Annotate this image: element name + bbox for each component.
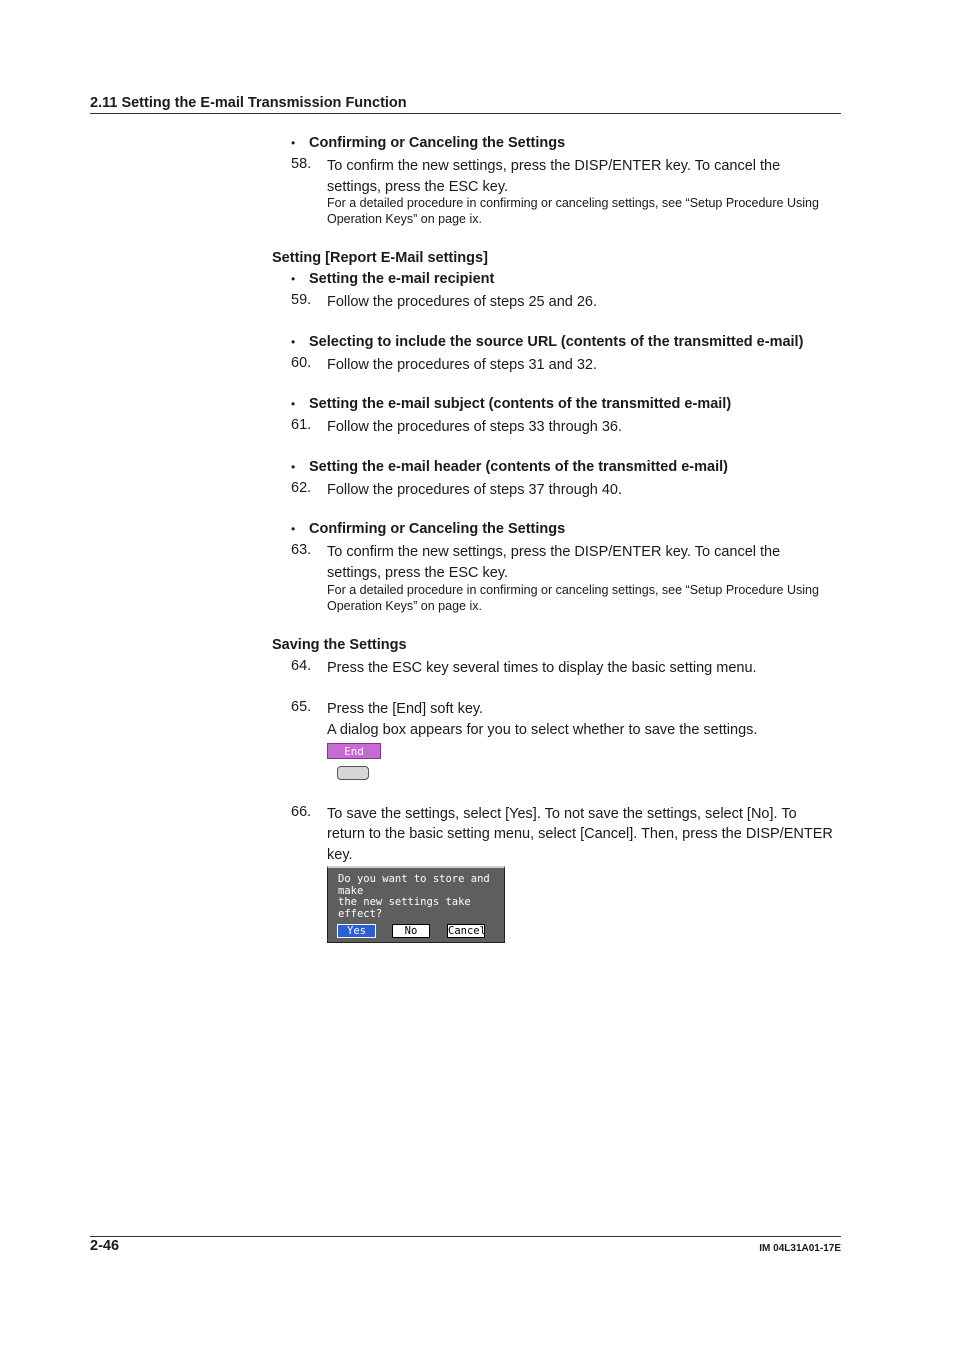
bullet: • <box>291 460 296 474</box>
section-header-title: 2.11 Setting the E-mail Transmission Function <box>90 95 407 111</box>
step-text: To confirm the new settings, press the DISP/ENTER key. To cancel the <box>327 544 781 560</box>
cancel-button: Cancel <box>448 925 486 937</box>
step-text: settings, press the ESC key. <box>327 179 509 195</box>
step-text: Follow the procedures of steps 33 through 36. <box>327 419 623 435</box>
document-id: IM 04L31A01-17E <box>759 1243 841 1254</box>
step-text: Follow the procedures of steps 25 and 26. <box>327 294 598 310</box>
dialog-message <box>338 874 503 920</box>
bullet-heading: Setting the e-mail recipient <box>309 271 495 287</box>
bullet-heading: Confirming or Canceling the Settings <box>309 521 566 537</box>
bullet-heading: Selecting to include the source URL (contents of the transmitted e-mail) <box>309 334 804 350</box>
step-number: 59. <box>291 292 312 308</box>
header-rule <box>90 113 841 114</box>
step-number: 61. <box>291 417 312 433</box>
bullet-heading: Confirming or Canceling the Settings <box>309 135 566 151</box>
note-text: For a detailed procedure in confirming or canceling settings, see “Setup Procedure Using <box>327 583 819 597</box>
bullet: • <box>291 397 296 411</box>
bullet-heading: Setting the e-mail header (contents of the transmitted e-mail) <box>309 459 728 475</box>
bullet: • <box>291 335 296 349</box>
step-number: 58. <box>291 156 312 172</box>
end-softkey-label: End <box>327 743 381 759</box>
step-text: Press the [End] soft key. <box>327 701 484 717</box>
dialog-message-line: the new settings take effect? <box>338 896 471 920</box>
step-text: return to the basic setting menu, select [Cancel]. Then, press the DISP/ENTER <box>327 826 833 842</box>
bullet: • <box>291 522 296 536</box>
bullet-heading: Setting the e-mail subject (contents of the transmitted e-mail) <box>309 396 732 412</box>
hardware-key-icon <box>337 766 369 780</box>
save-settings-dialog <box>327 866 505 943</box>
note-text: Operation Keys” on page ix. <box>327 599 482 613</box>
step-text: Follow the procedures of steps 37 through 40. <box>327 482 623 498</box>
section-heading: Setting [Report E-Mail settings] <box>272 250 488 266</box>
step-text: Press the ESC key several times to display the basic setting menu. <box>327 660 757 676</box>
step-text: Follow the procedures of steps 31 and 32. <box>327 357 598 373</box>
dialog-message-line: Do you want to store and make <box>338 873 490 897</box>
step-number: 66. <box>291 804 312 820</box>
step-number: 65. <box>291 699 312 715</box>
step-number: 62. <box>291 480 312 496</box>
bullet: • <box>291 136 296 150</box>
step-text: To confirm the new settings, press the DISP/ENTER key. To cancel the <box>327 158 781 174</box>
step-number: 63. <box>291 542 312 558</box>
step-text: A dialog box appears for you to select whether to save the settings. <box>327 722 758 738</box>
step-number: 64. <box>291 658 312 674</box>
step-text: key. <box>327 847 353 863</box>
bullet: • <box>291 272 296 286</box>
note-text: Operation Keys” on page ix. <box>327 212 482 226</box>
yes-button: Yes <box>337 924 376 938</box>
page-number: 2-46 <box>90 1238 120 1254</box>
step-text: To save the settings, select [Yes]. To not save the settings, select [No]. To <box>327 806 797 822</box>
step-text: settings, press the ESC key. <box>327 565 509 581</box>
footer-rule <box>90 1236 841 1237</box>
step-number: 60. <box>291 355 312 371</box>
section-heading: Saving the Settings <box>272 637 407 653</box>
no-button: No <box>392 924 430 938</box>
note-text: For a detailed procedure in confirming or canceling settings, see “Setup Procedure Using <box>327 196 819 210</box>
